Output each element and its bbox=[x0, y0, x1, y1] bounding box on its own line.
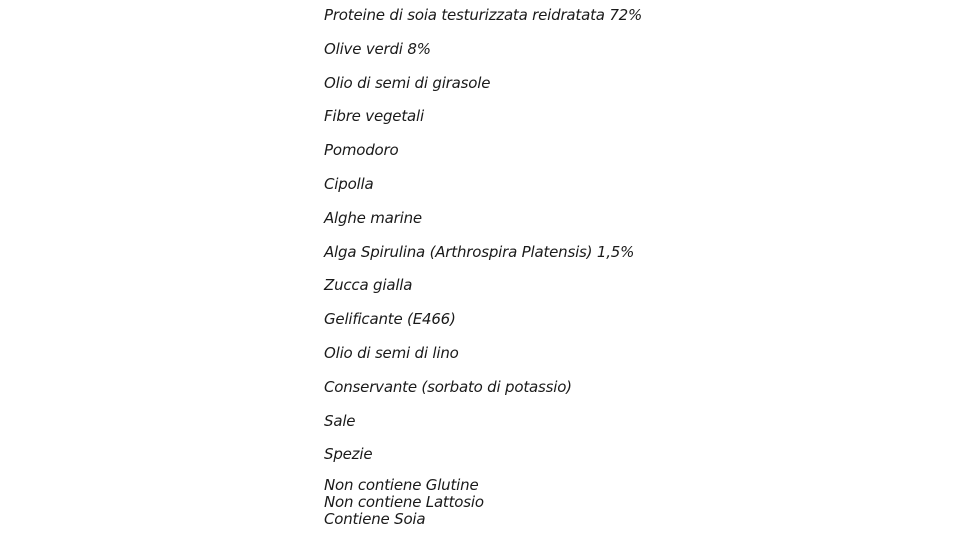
allergen-notes bbox=[324, 477, 484, 528]
ingredient-item: Proteine di soia testurizzata reidratata 72% bbox=[324, 6, 643, 24]
ingredient-item: Alga Spirulina (Arthrospira Platensis) 1,5% bbox=[324, 242, 635, 261]
ingredient-item: Gelificante (E466) bbox=[324, 310, 456, 329]
ingredient-item: Conservante (sorbato di potassio) bbox=[324, 377, 572, 396]
ingredient-item: Zucca gialla bbox=[324, 276, 413, 295]
ingredient-item: Cipolla bbox=[324, 174, 374, 193]
ingredient-item: Fibre vegetali bbox=[324, 107, 424, 126]
ingredient-item: Olive verdi 8% bbox=[324, 39, 431, 58]
ingredient-list bbox=[324, 5, 642, 478]
allergen-note-soy: Contiene Soia bbox=[324, 510, 426, 528]
ingredient-item: Sale bbox=[324, 411, 356, 430]
allergen-note-lactose: Non contiene Lattosio bbox=[324, 493, 484, 511]
ingredient-item: Olio di semi di girasole bbox=[324, 73, 491, 92]
ingredient-item: Alghe marine bbox=[324, 208, 422, 227]
ingredient-item: Pomodoro bbox=[324, 141, 399, 160]
ingredient-item: Spezie bbox=[324, 445, 373, 464]
ingredient-item: Olio di semi di lino bbox=[324, 343, 459, 362]
allergen-note-gluten: Non contiene Glutine bbox=[324, 476, 479, 494]
